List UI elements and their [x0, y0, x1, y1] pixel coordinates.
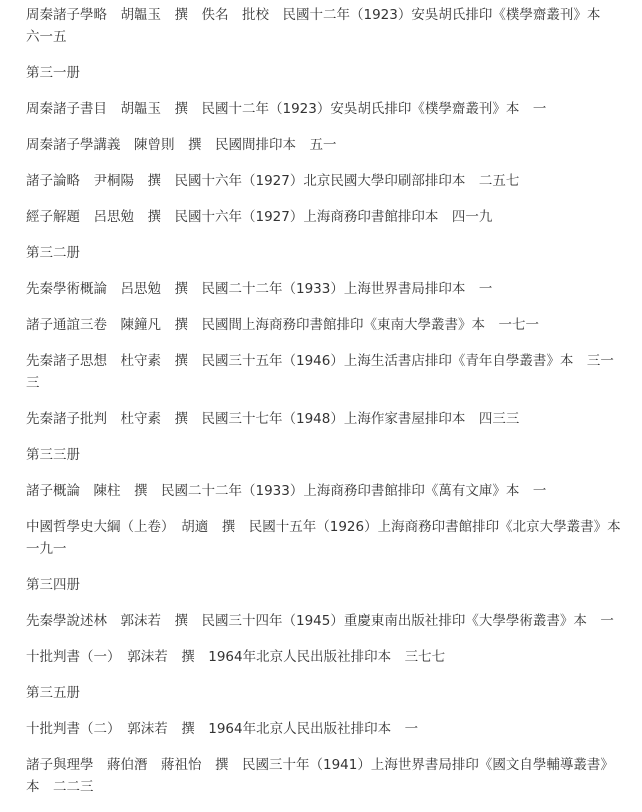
volume-heading: 第三四册	[26, 577, 80, 593]
catalog-entry: 先秦學說述林 郭沫若 撰 民國三十四年（1945）重慶東南出版社排印《大學學術叢書》本 一	[26, 613, 614, 629]
catalog-entry: 周秦諸子學講義 陳曾則 撰 民國間排印本 五一	[26, 137, 337, 153]
catalog-entry: 周秦諸子書目 胡韞玉 撰 民國十二年（1923）安吳胡氏排印《樸學齋叢刊》本 一	[26, 101, 547, 117]
catalog-entry: 先秦諸子思想 杜守素 撰 民國三十五年（1946）上海生活書店排印《青年自學叢書》本 三一三	[26, 353, 614, 391]
catalog-entry: 諸子與理學 蔣伯潛 蔣祖怡 撰 民國三十年（1941）上海世界書局排印《國文自學輔導叢書》本 二二三	[26, 757, 614, 795]
volume-heading: 第三二册	[26, 245, 80, 261]
volume-heading: 第三一册	[26, 65, 80, 81]
catalog-entry: 諸子通誼三卷 陳鐘凡 撰 民國間上海商務印書館排印《東南大學叢書》本 一七一	[26, 317, 539, 333]
volume-heading: 第三五册	[26, 685, 80, 701]
catalog-entry: 諸子論略 尹桐陽 撰 民國十六年（1927）北京民國大學印刷部排印本 二五七	[26, 173, 520, 189]
catalog-entry: 十批判書（一） 郭沫若 撰 1964年北京人民出版社排印本 三七七	[26, 649, 446, 665]
catalog-entry: 中國哲學史大綱（上卷） 胡適 撰 民國十五年（1926）上海商務印書館排印《北京大學叢書》本 一九一	[26, 519, 635, 557]
catalog-entry: 經子解題 呂思勉 撰 民國十六年（1927）上海商務印書館排印本 四一九	[26, 209, 493, 225]
catalog-entry: 周秦諸子學略 胡韞玉 撰 佚名 批校 民國十二年（1923）安吳胡氏排印《樸學齋叢刊》本 六一五	[26, 7, 614, 45]
catalog-listing	[26, 4, 635, 812]
volume-heading: 第三三册	[26, 447, 80, 463]
catalog-entry: 先秦學術概論 呂思勉 撰 民國二十二年（1933）上海世界書局排印本 一	[26, 281, 493, 297]
catalog-entry: 十批判書（二） 郭沫若 撰 1964年北京人民出版社排印本 一	[26, 721, 419, 737]
catalog-entry: 先秦諸子批判 杜守素 撰 民國三十七年（1948）上海作家書屋排印本 四三三	[26, 411, 520, 427]
catalog-entry: 諸子概論 陳柱 撰 民國二十二年（1933）上海商務印書館排印《萬有文庫》本 一	[26, 483, 547, 499]
